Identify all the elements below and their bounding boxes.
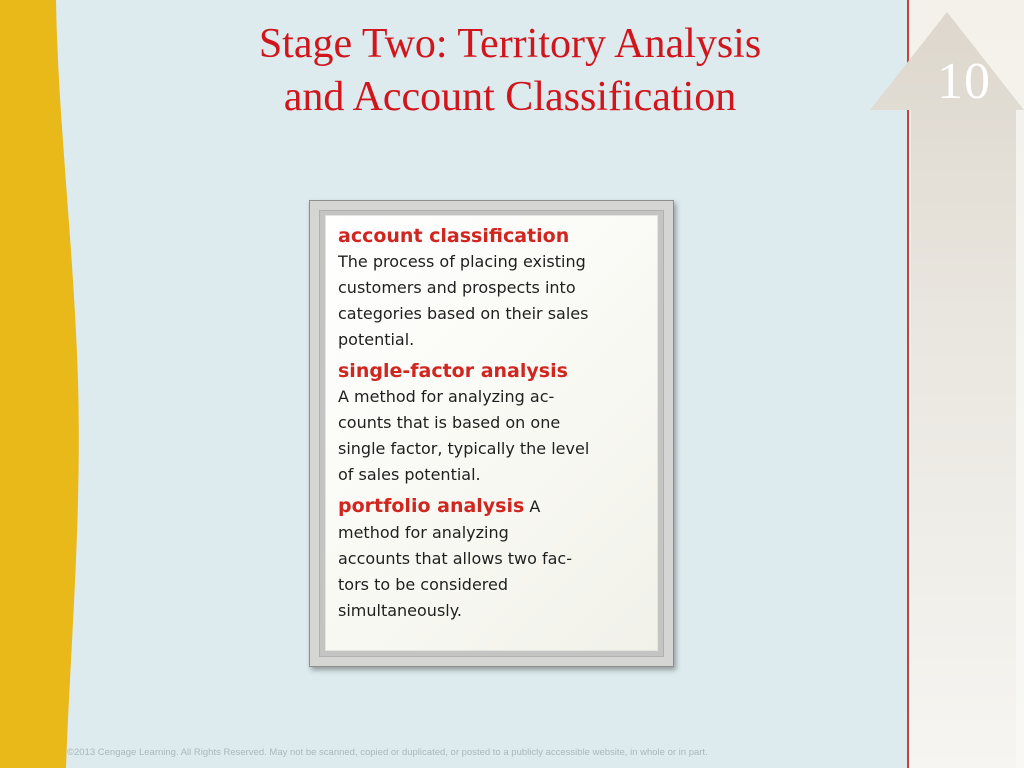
glossary-definition-lead: A (524, 497, 541, 516)
glossary-entry-single-factor-analysis (338, 359, 645, 488)
glossary-definition-line: The process of placing existing (338, 252, 586, 271)
glossary-term: portfolio analysis (338, 495, 525, 517)
glossary-term-row (338, 494, 645, 520)
glossary-definition-line: method for analyzing (338, 523, 509, 542)
copyright-footer: ©2013 Cengage Learning. All Rights Reserved. May not be scanned, copied or duplicated, or posted to a publicly accessible website, in whole or in part. (67, 747, 708, 758)
glossary-definition-line: simultaneously. (338, 601, 462, 620)
glossary-definition-line: customers and prospects into (338, 278, 576, 297)
glossary-definition-line: potential. (338, 330, 415, 349)
glossary-definition-line: counts that is based on one (338, 413, 561, 432)
glossary-term: account classification (338, 225, 570, 247)
glossary-definition-line: of sales potential. (338, 465, 481, 484)
glossary-entry-portfolio-analysis (338, 494, 645, 624)
slide-title-line-2: and Account Classification (283, 74, 737, 120)
glossary-entry-account-classification (338, 224, 645, 353)
glossary-definition-line: A method for analyzing ac- (338, 387, 555, 406)
glossary-definition-line: tors to be considered (338, 575, 509, 594)
glossary-definition-line: accounts that allows two fac- (338, 549, 572, 568)
glossary-term: single-factor analysis (338, 360, 568, 382)
glossary-definition-line: single factor, typically the level (338, 439, 590, 458)
slide-title (130, 18, 890, 124)
chapter-arrow-icon (870, 12, 1024, 768)
glossary-definition-line: categories based on their sales (338, 304, 589, 323)
glossary-card (325, 215, 658, 651)
chapter-number: 10 (937, 53, 991, 110)
yellow-swoosh-decoration (0, 0, 110, 768)
slide-title-line-1: Stage Two: Territory Analysis (258, 21, 762, 67)
